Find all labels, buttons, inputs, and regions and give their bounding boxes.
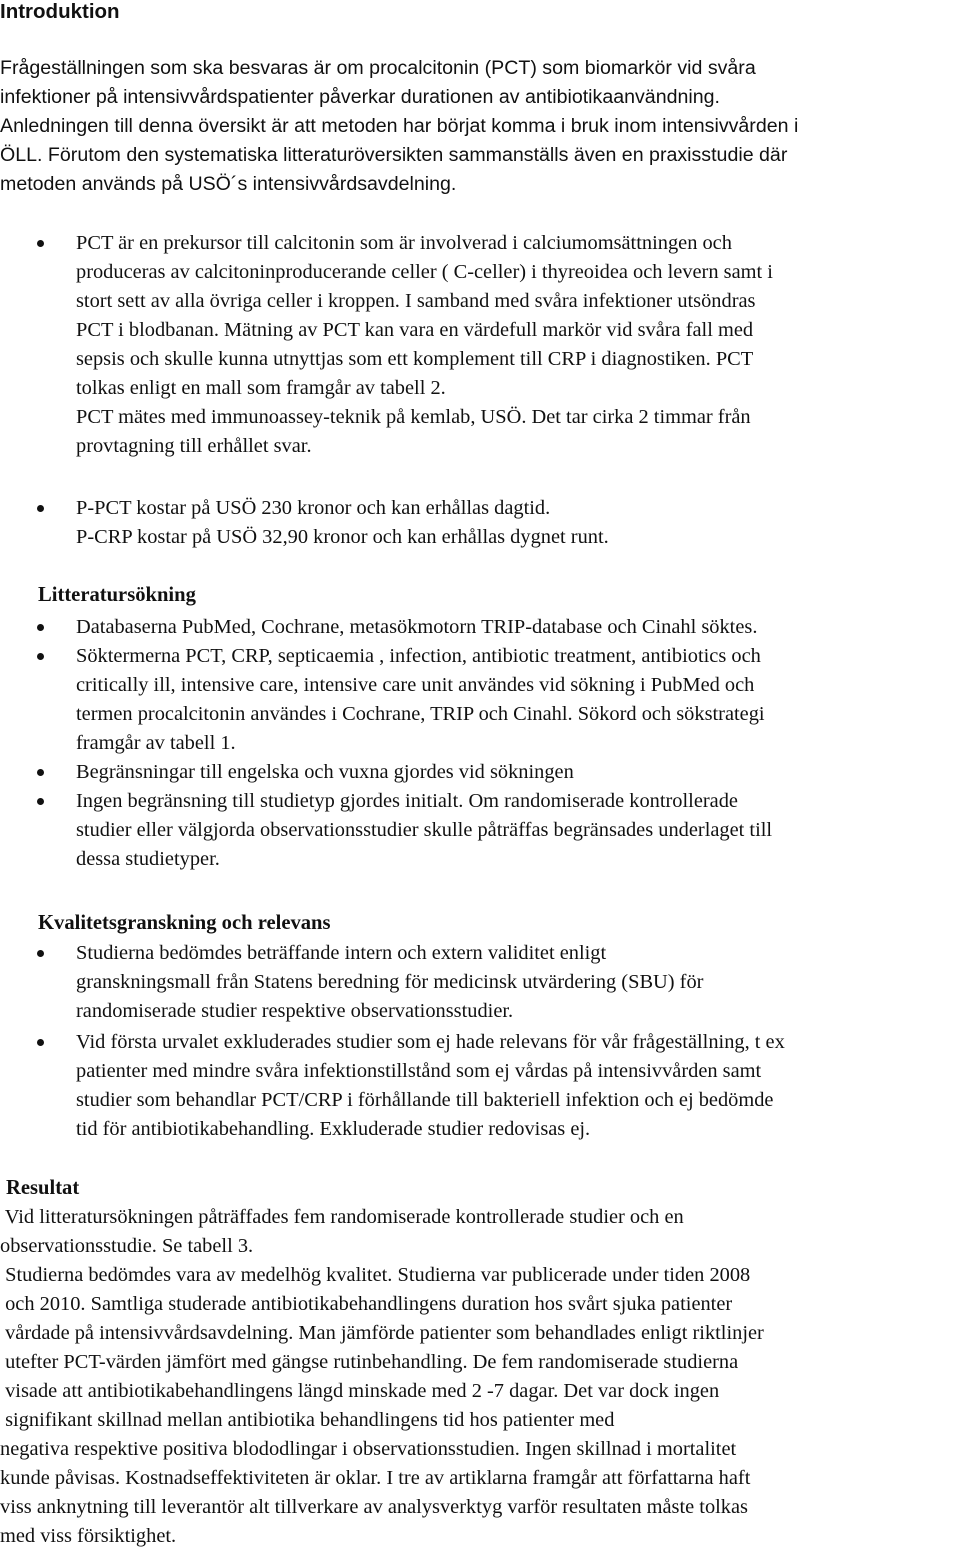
- cost-bullet-list: [0, 494, 960, 552]
- text-line: PCT mätes med immunoassey-teknik på kemlab, USÖ. Det tar cirka 2 timmar från: [76, 406, 751, 428]
- text-line: Anledningen till denna översikt är att metoden har börjat komma i bruk inom intensivvården i: [0, 115, 799, 137]
- text-line: Studierna bedömdes vara av medelhög kvalitet. Studierna var publicerade under tiden 2008: [0, 1264, 751, 1286]
- text-line: Begränsningar till engelska och vuxna gjordes vid sökningen: [76, 761, 574, 783]
- text-line: provtagning till erhållet svar.: [76, 435, 312, 457]
- text-line: Studierna bedömdes beträffande intern och extern validitet enligt: [76, 942, 607, 964]
- text-line: kunde påvisas. Kostnadseffektiviteten är oklar. I tre av artiklarna framgår att författarna haft: [0, 1467, 751, 1489]
- text-line: och 2010. Samtliga studerade antibiotikabehandlingens duration hos svårt sjuka patienter: [0, 1293, 733, 1315]
- text-line: patienter med mindre svåra infektionstillstånd som ej vårdas på intensivvården samt: [76, 1060, 762, 1082]
- text-line: observationsstudie. Se tabell 3.: [0, 1235, 254, 1257]
- text-line: Vid litteratursökningen påträffades fem randomiserade kontrollerade studier och en: [0, 1206, 684, 1228]
- text-line: utefter PCT-värden jämfört med gängse rutinbehandling. De fem randomiserade studierna: [0, 1351, 739, 1373]
- text-line: stort sett av alla övriga celler i kroppen. I samband med svåra infektioner utsöndras: [76, 290, 756, 312]
- text-line: vårdade på intensivvårdsavdelning. Man jämförde patienter som behandlades enligt riktlinjer: [0, 1322, 764, 1344]
- text-line: dessa studietyper.: [76, 848, 220, 870]
- section-heading-introduktion: Introduktion: [0, 0, 120, 23]
- text-line: infektioner på intensivvårdspatienter påverkar durationen av antibiotikaanvändning.: [0, 86, 720, 108]
- text-line: studier eller välgjorda observationsstudier skulle påträffas begränsades underlaget till: [76, 819, 773, 841]
- intro-bullet-list: [0, 229, 960, 461]
- section-heading-resultat: Resultat: [6, 1177, 80, 1199]
- bullet-icon: [37, 653, 44, 660]
- bullet-icon: [37, 624, 44, 631]
- litteratur-bullet-list: [0, 613, 960, 874]
- text-line: Söktermerna PCT, CRP, septicaemia , infection, antibiotic treatment, antibiotics och: [76, 645, 761, 667]
- text-line: ÖLL. Förutom den systematiska litteraturöversikten sammanställs även en praxisstudie där: [0, 144, 788, 166]
- list-item: [0, 758, 960, 787]
- text-line: negativa respektive positiva blododlingar i observationsstudien. Ingen skillnad i mortalitet: [0, 1438, 737, 1460]
- list-item: [0, 494, 960, 552]
- resultat-paragraph: [0, 1203, 960, 1551]
- text-line: Vid första urvalet exkluderades studier som ej hade relevans för vår frågeställning, t ex: [76, 1031, 785, 1053]
- text-line: tid för antibiotikabehandling. Exkluderade studier redovisas ej.: [76, 1118, 591, 1140]
- text-line: Ingen begränsning till studietyp gjordes initialt. Om randomiserade kontrollerade: [76, 790, 738, 812]
- text-line: randomiserade studier respektive observationsstudier.: [76, 1000, 514, 1022]
- text-line: signifikant skillnad mellan antibiotika behandlingens tid hos patienter med: [0, 1409, 615, 1431]
- text-line: viss anknytning till leverantör alt tillverkare av analysverktyg varför resultaten måste tolkas: [0, 1496, 748, 1518]
- text-line: framgår av tabell 1.: [76, 732, 236, 754]
- intro-paragraph: [0, 54, 960, 199]
- bullet-icon: [37, 1039, 44, 1046]
- text-line: P-CRP kostar på USÖ 32,90 kronor och kan erhållas dygnet runt.: [76, 526, 609, 548]
- list-item: [0, 613, 960, 642]
- bullet-icon: [37, 505, 44, 512]
- bullet-icon: [37, 240, 44, 247]
- text-line: sepsis och skulle kunna utnyttjas som ett komplement till CRP i diagnostiken. PCT: [76, 348, 754, 370]
- kvalitet-bullet-list-2: [0, 1028, 960, 1144]
- list-item: [0, 939, 960, 1026]
- text-line: Frågeställningen som ska besvaras är om procalcitonin (PCT) som biomarkör vid svåra: [0, 57, 756, 79]
- bullet-icon: [37, 798, 44, 805]
- text-line: studier som behandlar PCT/CRP i förhållande till bakteriell infektion och ej bedömde: [76, 1089, 774, 1111]
- text-line: visade att antibiotikabehandlingens längd minskade med 2 -7 dagar. Det var dock ingen: [0, 1380, 720, 1402]
- bullet-icon: [37, 769, 44, 776]
- text-line: critically ill, intensive care, intensive care unit användes vid sökning i PubMed och: [76, 674, 755, 696]
- list-item: [0, 787, 960, 874]
- text-line: Databaserna PubMed, Cochrane, metasökmotorn TRIP-database och Cinahl söktes.: [76, 616, 758, 638]
- text-line: med viss försiktighet.: [0, 1525, 177, 1547]
- text-line: tolkas enligt en mall som framgår av tabell 2.: [76, 377, 446, 399]
- list-item: [0, 642, 960, 758]
- kvalitet-bullet-list: [0, 939, 960, 1026]
- text-line: PCT i blodbanan. Mätning av PCT kan vara en värdefull markör vid svåra fall med: [76, 319, 754, 341]
- text-line: P-PCT kostar på USÖ 230 kronor och kan erhållas dagtid.: [76, 497, 551, 519]
- text-line: granskningsmall från Statens beredning för medicinsk utvärdering (SBU) för: [76, 971, 704, 993]
- text-line: metoden används på USÖ´s intensivvårdsavdelning.: [0, 173, 457, 195]
- list-item: [0, 1028, 960, 1144]
- section-heading-kvalitetsgranskning: Kvalitetsgranskning och relevans: [38, 912, 331, 934]
- bullet-icon: [37, 950, 44, 957]
- section-heading-litteratursokning: Litteratursökning: [38, 584, 196, 606]
- text-line: PCT är en prekursor till calcitonin som är involverad i calciumomsättningen och: [76, 232, 732, 254]
- text-line: produceras av calcitoninproducerande celler ( C-celler) i thyreoidea och levern samt i: [76, 261, 773, 283]
- list-item: [0, 229, 960, 461]
- text-line: termen procalcitonin användes i Cochrane, TRIP och Cinahl. Sökord och sökstrategi: [76, 703, 765, 725]
